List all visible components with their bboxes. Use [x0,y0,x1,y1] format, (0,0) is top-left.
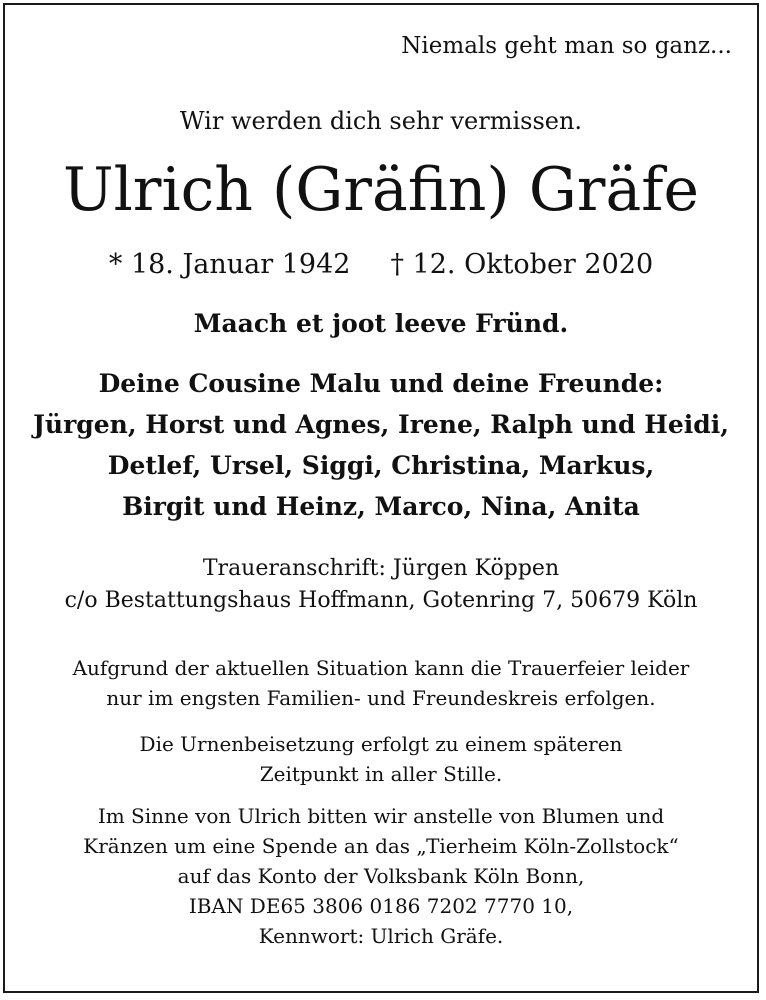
donation-line: auf das Konto der Volksbank Köln Bonn, [177,864,585,888]
mourners-line: Jürgen, Horst und Agnes, Irene, Ralph und Heidi, [33,410,729,439]
ceremony-line: Aufgrund der aktuellen Situation kann die Trauerfeier leider [72,656,690,680]
donation-line: Kränzen um eine Spende an das „Tierheim Köln-Zollstock“ [83,834,679,858]
donation-line: Kennwort: Ulrich Gräfe. [258,924,504,948]
life-dates [5,249,757,280]
mourning-address [5,553,757,617]
ceremony-line: nur im engsten Familien- und Freundeskreis erfolgen. [106,686,656,710]
donation-line: IBAN DE65 3806 0186 7202 7770 10, [188,894,574,918]
donation-info [5,801,757,951]
burial-line: Zeitpunkt in aller Stille. [259,762,503,786]
mourners-line: Detlef, Ursel, Siggi, Christina, Markus, [107,451,655,480]
obituary-notice [3,3,759,993]
birth-date: * 18. Januar 1942 [108,249,351,280]
burial-info [5,729,757,789]
address-line: Traueranschrift: Jürgen Köppen [202,556,560,581]
deceased-name: Ulrich (Gräfin) Gräfe [63,155,699,225]
mourners-line: Birgit und Heinz, Marco, Nina, Anita [122,492,640,521]
burial-line: Die Urnenbeisetzung erfolgt zu einem späteren [139,732,623,756]
mourners-line: Deine Cousine Malu und deine Freunde: [98,369,664,398]
saying: Maach et joot leeve Fründ. [193,309,569,338]
donation-line: Im Sinne von Ulrich bitten wir anstelle von Blumen und [97,804,665,828]
motto: Niemals geht man so ganz... [401,33,732,59]
death-date: † 12. Oktober 2020 [390,249,654,280]
subtitle: Wir werden dich sehr vermissen. [179,107,583,135]
ceremony-info [5,653,757,713]
address-line: c/o Bestattungshaus Hoffmann, Gotenring 7, 50679 Köln [64,588,698,613]
mourners-list [5,363,757,527]
